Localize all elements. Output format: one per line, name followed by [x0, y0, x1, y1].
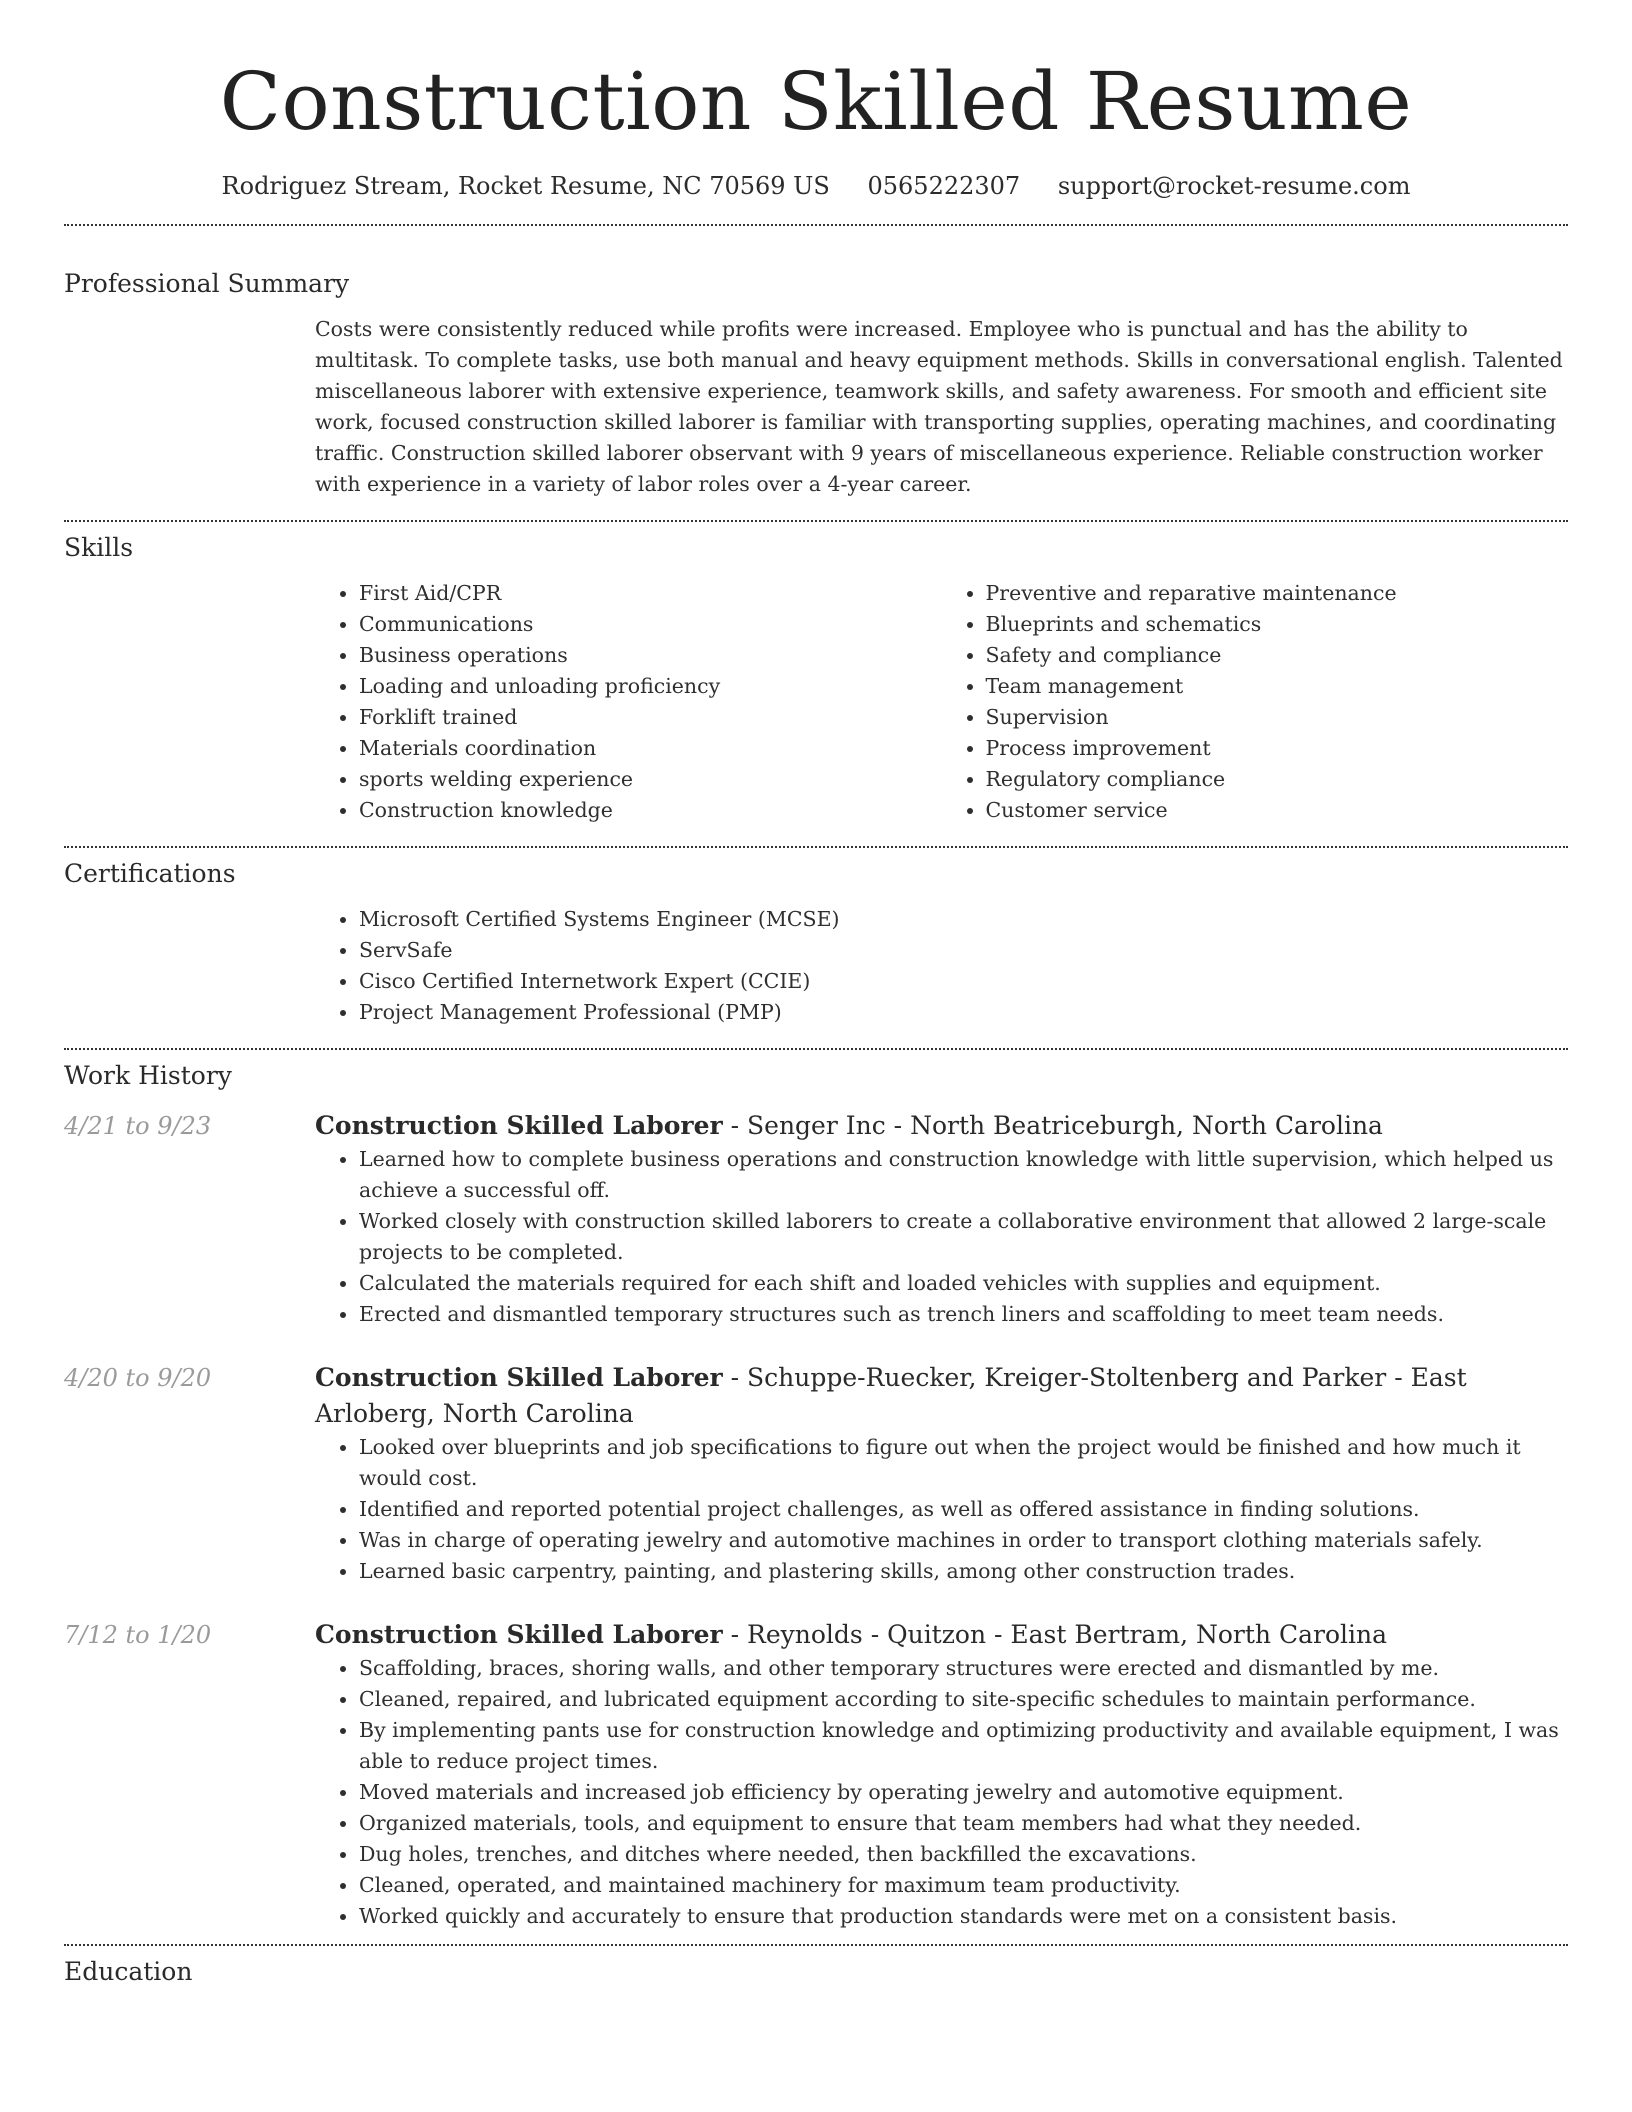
job-bullet: • Identified and reported potential project challenges, as well as offered assistance in finding solutions.	[359, 1494, 1568, 1525]
job-bullet: • Looked over blueprints and job specifications to figure out when the project would be finished and how much it would cost.	[359, 1432, 1568, 1494]
certification-item: • ServSafe	[359, 935, 1568, 966]
section-title-skills: Skills	[64, 533, 134, 562]
job-entry	[64, 1108, 1568, 1330]
job-bullets	[315, 1653, 1568, 1932]
skill-item: • Preventive and reparative maintenance	[986, 578, 1569, 609]
certification-item: • Cisco Certified Internetwork Expert (CCIE)	[359, 966, 1568, 997]
job-bullet: • Was in charge of operating jewelry and automotive machines in order to transport clothing materials safely.	[359, 1525, 1568, 1556]
summary-text: Costs were consistently reduced while profits were increased. Employee who is punctual and has the ability to multitask. To complete tasks, use both manual and heavy equipment methods. Skills in conversational english. Talented miscellaneous laborer with extensive experience, teamwork skills, and safety awareness. For smooth and efficient site work, focused construction skilled laborer is familiar with transporting supplies, operating machines, and coordinating traffic. Construction skilled laborer observant with 9 years of miscellaneous experience. Reliable construction worker with experience in a variety of labor roles over a 4-year career.	[315, 317, 1563, 496]
job-role: Construction Skilled Laborer	[315, 1620, 723, 1649]
job-role: Construction Skilled Laborer	[315, 1363, 723, 1392]
job-details: - Schuppe-Ruecker, Kreiger-Stoltenberg and Parker - East Arloberg, North Carolina	[315, 1363, 1467, 1428]
job-bullet: • Dug holes, trenches, and ditches where needed, then backfilled the excavations.	[359, 1839, 1568, 1870]
job-entry	[64, 1617, 1568, 1932]
job-bullet: • By implementing pants use for construction knowledge and optimizing productivity and available equipment, I was able to reduce project times.	[359, 1715, 1568, 1777]
certification-item: • Project Management Professional (PMP)	[359, 997, 1568, 1028]
job-dates: 4/20 to 9/20	[64, 1364, 212, 1392]
job-bullet: • Scaffolding, braces, shoring walls, and other temporary structures were erected and dismantled by me.	[359, 1653, 1568, 1684]
job-entry	[64, 1360, 1568, 1587]
skills-column-left	[315, 578, 942, 826]
skill-item: • Safety and compliance	[986, 640, 1569, 671]
skill-item: • Loading and unloading proficiency	[359, 671, 942, 702]
job-bullets	[315, 1432, 1568, 1587]
certification-item: • Microsoft Certified Systems Engineer (MCSE)	[359, 904, 1568, 935]
section-title-certifications: Certifications	[64, 859, 236, 888]
job-bullet: • Organized materials, tools, and equipment to ensure that team members had what they needed.	[359, 1808, 1568, 1839]
skill-item: • Forklift trained	[359, 702, 942, 733]
skill-item: • Communications	[359, 609, 942, 640]
skill-item: • Business operations	[359, 640, 942, 671]
job-dates: 4/21 to 9/23	[64, 1112, 212, 1140]
job-bullet: • Worked closely with construction skilled laborers to create a collaborative environment that allowed 2 large-scale projects to be completed.	[359, 1206, 1568, 1268]
certifications-list	[315, 904, 1568, 1028]
contact-line	[64, 170, 1568, 202]
job-bullet: • Learned how to complete business operations and construction knowledge with little supervision, which helped us achieve a successful off.	[359, 1144, 1568, 1206]
skill-item: • sports welding experience	[359, 764, 942, 795]
contact-phone: 0565222307	[867, 172, 1021, 200]
job-bullet: • Cleaned, repaired, and lubricated equipment according to site-specific schedules to maintain performance.	[359, 1684, 1568, 1715]
job-details: - Senger Inc - North Beatriceburgh, North Carolina	[722, 1111, 1383, 1140]
divider	[64, 224, 1568, 226]
job-bullet: • Moved materials and increased job efficiency by operating jewelry and automotive equipment.	[359, 1777, 1568, 1808]
skill-item: • Supervision	[986, 702, 1569, 733]
job-bullet: • Cleaned, operated, and maintained machinery for maximum team productivity.	[359, 1870, 1568, 1901]
skills-column-right	[942, 578, 1569, 826]
skill-item: • Blueprints and schematics	[986, 609, 1569, 640]
skill-item: • Team management	[986, 671, 1569, 702]
divider	[64, 1944, 1568, 1946]
skill-item: • Construction knowledge	[359, 795, 942, 826]
contact-address: Rodriguez Stream, Rocket Resume, NC 70569 US	[221, 172, 830, 200]
resume-page	[64, 0, 1568, 1988]
skill-item: • Regulatory compliance	[986, 764, 1569, 795]
job-bullet: • Worked quickly and accurately to ensure that production standards were met on a consistent basis.	[359, 1901, 1568, 1932]
divider	[64, 846, 1568, 848]
skill-item: • First Aid/CPR	[359, 578, 942, 609]
job-heading	[315, 1617, 1568, 1653]
job-bullet: • Learned basic carpentry, painting, and plastering skills, among other construction trades.	[359, 1556, 1568, 1587]
job-dates: 7/12 to 1/20	[64, 1621, 212, 1649]
skill-item: • Process improvement	[986, 733, 1569, 764]
divider	[64, 520, 1568, 522]
job-details: - Reynolds - Quitzon - East Bertram, North Carolina	[722, 1620, 1387, 1649]
job-bullets	[315, 1144, 1568, 1330]
section-title-summary: Professional Summary	[64, 269, 350, 298]
section-title-education: Education	[64, 1957, 193, 1986]
job-role: Construction Skilled Laborer	[315, 1111, 723, 1140]
skills-list	[315, 578, 1568, 826]
job-bullet: • Erected and dismantled temporary structures such as trench liners and scaffolding to meet team needs.	[359, 1299, 1568, 1330]
job-heading	[315, 1360, 1568, 1432]
contact-email: support@rocket-resume.com	[1057, 172, 1411, 200]
skill-item: • Customer service	[986, 795, 1569, 826]
job-bullet: • Calculated the materials required for each shift and loaded vehicles with supplies and equipment.	[359, 1268, 1568, 1299]
skill-item: • Materials coordination	[359, 733, 942, 764]
resume-title: Construction Skilled Resume	[219, 55, 1413, 148]
section-title-work-history: Work History	[64, 1061, 232, 1090]
job-heading	[315, 1108, 1568, 1144]
divider	[64, 1048, 1568, 1050]
